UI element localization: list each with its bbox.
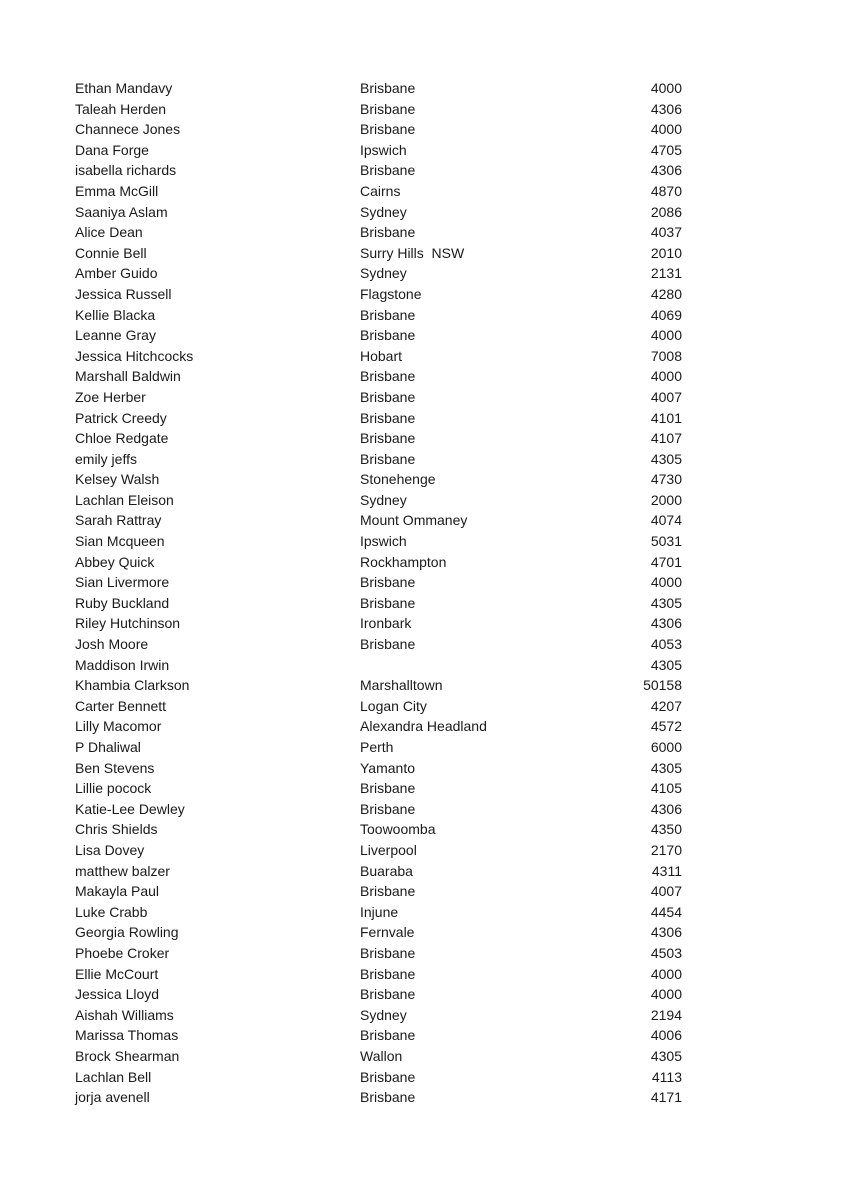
row-city: Flagstone (360, 285, 422, 302)
row-postcode: 4000 (650, 327, 682, 344)
row-name: Marissa Thomas (75, 1027, 179, 1044)
row-postcode: 4000 (650, 80, 682, 96)
row-name: Channece Jones (75, 121, 181, 138)
table-row (0, 449, 843, 470)
row-city: Brisbane (360, 430, 416, 447)
table-row (0, 469, 843, 490)
row-postcode: 4305 (650, 450, 682, 467)
row-city: Stonehenge (360, 471, 436, 488)
row-city: Brisbane (360, 80, 416, 96)
table-row (0, 778, 843, 799)
row-name: Marshall Baldwin (75, 368, 181, 385)
row-name: Amber Guido (75, 265, 158, 282)
table-row (0, 366, 843, 387)
row-postcode: 4101 (650, 409, 682, 426)
row-city: Logan City (360, 697, 427, 714)
table-row (0, 984, 843, 1005)
row-postcode: 4572 (650, 718, 682, 735)
row-postcode: 4105 (650, 780, 682, 797)
row-city: Marshalltown (360, 677, 443, 694)
table-row (0, 305, 843, 326)
row-city: Hobart (360, 347, 403, 364)
row-name: Lilly Macomor (75, 718, 162, 735)
row-name: Kellie Blacka (75, 306, 156, 323)
row-postcode: 4306 (650, 615, 682, 632)
table-row (0, 593, 843, 614)
row-city: Brisbane (360, 944, 416, 961)
row-name: Sian Livermore (75, 574, 170, 591)
row-city: Fernvale (360, 924, 415, 941)
row-postcode: 4053 (650, 636, 682, 653)
table-row (0, 387, 843, 408)
table-row (0, 737, 843, 758)
row-city: Sydney (360, 203, 407, 220)
row-city: Alexandra Headland (360, 718, 487, 735)
row-name: Ethan Mandavy (75, 80, 173, 96)
row-postcode: 4000 (650, 368, 682, 385)
row-postcode: 4305 (650, 594, 682, 611)
row-city: Brisbane (360, 306, 416, 323)
row-name: Emma McGill (75, 182, 159, 199)
table-row (0, 1046, 843, 1067)
row-postcode: 4107 (650, 430, 682, 447)
table-row (0, 222, 843, 243)
row-postcode: 2086 (650, 203, 682, 220)
row-name: emily jeffs (75, 450, 137, 467)
table-row (0, 1067, 843, 1088)
row-postcode: 5031 (650, 533, 682, 550)
row-postcode: 4037 (650, 224, 682, 241)
row-postcode: 50158 (643, 677, 682, 694)
table-row (0, 819, 843, 840)
row-city: Brisbane (360, 636, 416, 653)
entries-table (0, 78, 843, 1108)
row-postcode: 4007 (650, 883, 682, 900)
table-row (0, 716, 843, 737)
row-name: Abbey Quick (75, 553, 155, 570)
row-city: Ipswich (360, 141, 407, 158)
row-city: Yamanto (360, 759, 415, 776)
row-name: Chris Shields (75, 821, 158, 838)
table-row (0, 243, 843, 264)
table-row (0, 799, 843, 820)
row-name: Patrick Creedy (75, 409, 167, 426)
row-city: Liverpool (360, 841, 417, 858)
table-row (0, 325, 843, 346)
row-name: Dana Forge (75, 141, 149, 158)
row-city: Brisbane (360, 883, 416, 900)
row-name: Brock Shearman (75, 1047, 180, 1064)
table-row (0, 552, 843, 573)
row-name: Kelsey Walsh (75, 471, 160, 488)
row-postcode: 4000 (650, 121, 682, 138)
table-row (0, 964, 843, 985)
row-name: Leanne Gray (75, 327, 156, 344)
row-name: Ruby Buckland (75, 594, 170, 611)
row-postcode: 4000 (650, 965, 682, 982)
row-city: Brisbane (360, 1027, 416, 1044)
table-row (0, 263, 843, 284)
row-name: Zoe Herber (75, 388, 146, 405)
row-city: Brisbane (360, 388, 416, 405)
row-name: Sarah Rattray (75, 512, 162, 529)
table-row (0, 675, 843, 696)
row-city: Cairns (360, 182, 401, 199)
row-name: Chloe Redgate (75, 430, 169, 447)
row-name: Luke Crabb (75, 903, 148, 920)
table-row (0, 1025, 843, 1046)
row-postcode: 4305 (650, 759, 682, 776)
row-postcode: 4113 (651, 1068, 682, 1085)
table-row (0, 346, 843, 367)
row-name: Jessica Russell (75, 285, 172, 302)
row-name: matthew balzer (75, 862, 170, 879)
row-city: Brisbane (360, 780, 416, 797)
row-postcode: 4870 (650, 182, 682, 199)
row-name: Lillie pocock (75, 780, 152, 797)
row-postcode: 4007 (650, 388, 682, 405)
table-row (0, 840, 843, 861)
row-city: Rockhampton (360, 553, 447, 570)
table-row (0, 1087, 843, 1108)
row-city: Sydney (360, 1006, 407, 1023)
table-row (0, 881, 843, 902)
row-name: Riley Hutchinson (75, 615, 181, 632)
table-row (0, 861, 843, 882)
row-name: Aishah Williams (75, 1006, 174, 1023)
row-postcode: 2010 (650, 244, 682, 261)
row-name: jorja avenell (75, 1089, 150, 1106)
row-name: Saaniya Aslam (75, 203, 168, 220)
row-city: Toowoomba (360, 821, 436, 838)
table-row (0, 428, 843, 449)
table-row (0, 119, 843, 140)
row-postcode: 4305 (650, 1047, 682, 1064)
row-postcode: 4306 (650, 924, 682, 941)
row-city: Brisbane (360, 1089, 416, 1106)
row-city: Injune (360, 903, 399, 920)
row-postcode: 4306 (650, 162, 682, 179)
row-city: Brisbane (360, 121, 416, 138)
row-name: P Dhaliwal (75, 739, 141, 755)
row-name: Ellie McCourt (75, 965, 159, 982)
row-name: Phoebe Croker (75, 944, 170, 961)
row-city: Brisbane (360, 100, 416, 117)
row-name: Lisa Dovey (75, 841, 145, 858)
row-postcode: 4311 (651, 862, 682, 879)
row-city: Brisbane (360, 574, 416, 591)
row-name: Sian Mcqueen (75, 533, 165, 550)
row-postcode: 4305 (650, 656, 682, 673)
row-postcode: 4701 (650, 553, 682, 570)
row-city: Brisbane (360, 1068, 416, 1085)
table-row (0, 160, 843, 181)
row-name: Carter Bennett (75, 697, 167, 714)
row-postcode: 4454 (650, 903, 682, 920)
row-city: Brisbane (360, 450, 416, 467)
row-name: Maddison Irwin (75, 656, 170, 673)
table-row (0, 408, 843, 429)
row-city: Brisbane (360, 162, 416, 179)
row-postcode: 4000 (650, 986, 682, 1003)
row-city: Brisbane (360, 594, 416, 611)
table-row (0, 99, 843, 120)
row-name: Katie-Lee Dewley (75, 800, 185, 817)
row-city: Brisbane (360, 409, 416, 426)
table-row (0, 634, 843, 655)
table-row (0, 943, 843, 964)
row-postcode: 2170 (650, 841, 682, 858)
table-row (0, 490, 843, 511)
row-postcode: 4350 (650, 821, 682, 838)
row-postcode: 4074 (650, 512, 682, 529)
table-row (0, 613, 843, 634)
row-name: Jessica Hitchcocks (75, 347, 194, 364)
row-name: Lachlan Bell (75, 1068, 152, 1085)
row-city: Surry Hills NSW (360, 244, 465, 261)
row-postcode: 4000 (650, 574, 682, 591)
row-city: Brisbane (360, 327, 416, 344)
row-city: Brisbane (360, 800, 416, 817)
table-row (0, 922, 843, 943)
row-name: Josh Moore (75, 636, 149, 653)
table-row (0, 510, 843, 531)
row-name: Taleah Herden (75, 100, 167, 117)
row-name: Khambia Clarkson (75, 677, 190, 694)
row-postcode: 6000 (650, 739, 682, 755)
row-name: Ben Stevens (75, 759, 155, 776)
row-postcode: 2194 (650, 1006, 682, 1023)
row-city: Perth (360, 739, 394, 755)
row-postcode: 4207 (650, 697, 682, 714)
table-row (0, 531, 843, 552)
row-city: Wallon (360, 1047, 403, 1064)
row-city: Sydney (360, 265, 407, 282)
row-name: Connie Bell (75, 244, 147, 261)
row-postcode: 4503 (650, 944, 682, 961)
row-postcode: 4069 (650, 306, 682, 323)
row-city: Brisbane (360, 224, 416, 241)
table-row (0, 181, 843, 202)
row-name: Georgia Rowling (75, 924, 179, 941)
row-name: isabella richards (75, 162, 177, 179)
row-postcode: 7008 (650, 347, 682, 364)
row-name: Jessica Lloyd (75, 986, 160, 1003)
table-row (0, 655, 843, 676)
row-postcode: 4705 (650, 141, 682, 158)
row-city: Brisbane (360, 368, 416, 385)
row-city: Ipswich (360, 533, 407, 550)
row-postcode: 4171 (650, 1089, 682, 1106)
table-row (0, 78, 843, 99)
row-city: Brisbane (360, 986, 416, 1003)
row-postcode: 2000 (650, 491, 682, 508)
row-postcode: 4730 (650, 471, 682, 488)
row-city: Mount Ommaney (360, 512, 468, 529)
row-postcode: 2131 (650, 265, 682, 282)
table-row (0, 202, 843, 223)
row-city: Sydney (360, 491, 407, 508)
table-row (0, 758, 843, 779)
row-name: Lachlan Eleison (75, 491, 174, 508)
table-row (0, 140, 843, 161)
table-row (0, 1005, 843, 1026)
row-postcode: 4006 (650, 1027, 682, 1044)
row-postcode: 4306 (650, 100, 682, 117)
table-row (0, 284, 843, 305)
table-row (0, 572, 843, 593)
row-city: Ironbark (360, 615, 412, 632)
row-city: Brisbane (360, 965, 416, 982)
row-name: Makayla Paul (75, 883, 160, 900)
row-postcode: 4280 (650, 285, 682, 302)
table-row (0, 902, 843, 923)
row-city: Buaraba (360, 862, 413, 879)
row-postcode: 4306 (650, 800, 682, 817)
row-name: Alice Dean (75, 224, 143, 241)
table-row (0, 696, 843, 717)
